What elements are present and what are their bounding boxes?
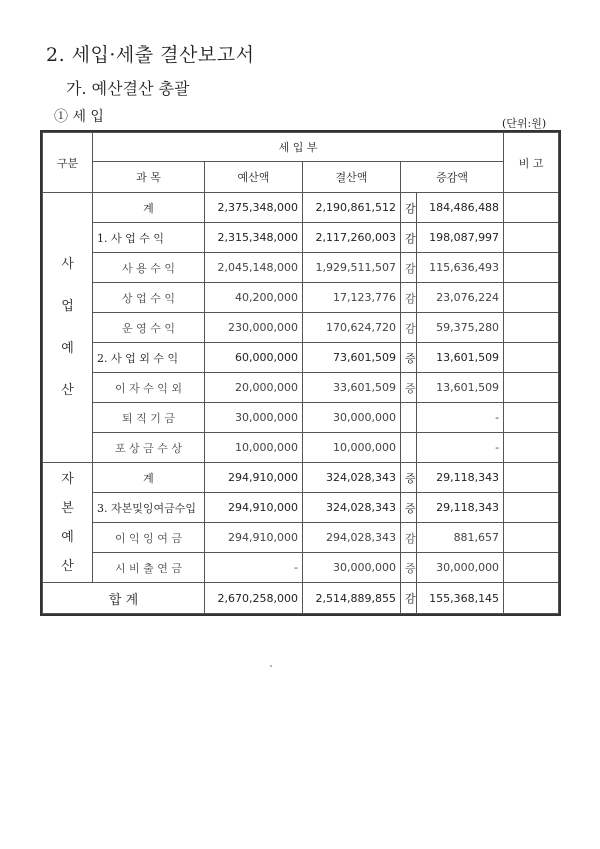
row-direction: 증: [401, 463, 417, 493]
row-change: 198,087,997: [417, 223, 504, 253]
row-subject: 이 자 수 익 외: [93, 373, 205, 403]
row-subject: 계: [93, 463, 205, 493]
row-settlement: 294,028,343: [303, 523, 401, 553]
table-row: [43, 433, 559, 463]
row-direction: 감: [401, 253, 417, 283]
table-row: [43, 403, 559, 433]
row-subject: 운 영 수 익: [93, 313, 205, 343]
row-settlement: 1,929,511,507: [303, 253, 401, 283]
table-row: [43, 313, 559, 343]
header-remarks: 비 고: [504, 133, 559, 193]
row-direction: 감: [401, 223, 417, 253]
total-remarks: [504, 583, 559, 614]
report-title: 2. 세입·세출 결산보고서: [46, 44, 255, 66]
row-remarks: [504, 313, 559, 343]
row-settlement: 324,028,343: [303, 463, 401, 493]
row-remarks: [504, 283, 559, 313]
side-label-business: 사 업 예 산: [43, 193, 93, 463]
header-group: 세 입 부: [93, 133, 504, 162]
row-settlement: 33,601,509: [303, 373, 401, 403]
row-change: 30,000,000: [417, 553, 504, 583]
row-budget: 294,910,000: [205, 523, 303, 553]
total-budget: 2,670,258,000: [205, 583, 303, 614]
row-remarks: [504, 223, 559, 253]
row-settlement: 30,000,000: [303, 403, 401, 433]
row-direction: 증: [401, 493, 417, 523]
row-remarks: [504, 463, 559, 493]
row-subject: 포 상 금 수 상: [93, 433, 205, 463]
header-settlement: 결산액: [303, 162, 401, 193]
row-change: 13,601,509: [417, 343, 504, 373]
total-row: [43, 583, 559, 614]
row-remarks: [504, 433, 559, 463]
row-change: 881,657: [417, 523, 504, 553]
row-subject: 상 업 수 익: [93, 283, 205, 313]
row-remarks: [504, 523, 559, 553]
revenue-summary-table: [42, 132, 559, 614]
row-subject: 3. 자본및잉여금수입: [93, 493, 205, 523]
row-subject: 시 비 출 연 금: [93, 553, 205, 583]
row-budget: 30,000,000: [205, 403, 303, 433]
row-subject: 1. 사 업 수 익: [93, 223, 205, 253]
row-direction: 증: [401, 343, 417, 373]
row-remarks: [504, 253, 559, 283]
row-settlement: 73,601,509: [303, 343, 401, 373]
row-budget: 20,000,000: [205, 373, 303, 403]
row-budget: 40,200,000: [205, 283, 303, 313]
row-budget: -: [205, 553, 303, 583]
row-subject: 2. 사 업 외 수 익: [93, 343, 205, 373]
row-change: 184,486,488: [417, 193, 504, 223]
row-change: 59,375,280: [417, 313, 504, 343]
row-change: 13,601,509: [417, 373, 504, 403]
row-direction: 증: [401, 553, 417, 583]
row-budget: 230,000,000: [205, 313, 303, 343]
row-budget: 10,000,000: [205, 433, 303, 463]
row-settlement: 17,123,776: [303, 283, 401, 313]
row-remarks: [504, 373, 559, 403]
row-change: 115,636,493: [417, 253, 504, 283]
total-direction: 감: [401, 583, 417, 614]
unit-label: (단위:원): [502, 117, 547, 130]
row-budget: 60,000,000: [205, 343, 303, 373]
table-row: [43, 283, 559, 313]
row-subject: 이 익 잉 여 금: [93, 523, 205, 553]
row-settlement: 2,190,861,512: [303, 193, 401, 223]
row-budget: 2,375,348,000: [205, 193, 303, 223]
row-remarks: [504, 343, 559, 373]
row-direction: 증: [401, 373, 417, 403]
table-header-row-1: [43, 133, 559, 162]
row-direction: [401, 403, 417, 433]
row-settlement: 324,028,343: [303, 493, 401, 523]
row-settlement: 10,000,000: [303, 433, 401, 463]
row-settlement: 30,000,000: [303, 553, 401, 583]
table-header-row-2: [43, 162, 559, 193]
row-direction: 감: [401, 283, 417, 313]
row-change: 29,118,343: [417, 493, 504, 523]
row-remarks: [504, 493, 559, 523]
row-subject: 퇴 직 기 금: [93, 403, 205, 433]
row-budget: 294,910,000: [205, 463, 303, 493]
section-title: 가. 예산결산 총괄: [66, 79, 190, 98]
table-row: [43, 463, 559, 493]
table-row: [43, 253, 559, 283]
table-row: [43, 373, 559, 403]
speck: [270, 665, 272, 667]
table-row: [43, 223, 559, 253]
table-row: [43, 193, 559, 223]
header-subject: 과 목: [93, 162, 205, 193]
row-subject: 사 용 수 익: [93, 253, 205, 283]
row-change: -: [417, 403, 504, 433]
row-direction: [401, 433, 417, 463]
row-remarks: [504, 553, 559, 583]
table-row: [43, 343, 559, 373]
row-direction: 감: [401, 523, 417, 553]
header-change: 증감액: [401, 162, 504, 193]
header-budget: 예산액: [205, 162, 303, 193]
row-direction: 감: [401, 193, 417, 223]
row-direction: 감: [401, 313, 417, 343]
row-settlement: 2,117,260,003: [303, 223, 401, 253]
row-remarks: [504, 403, 559, 433]
table-row: [43, 493, 559, 523]
subsection-title: ① 세 입: [54, 109, 104, 125]
total-change: 155,368,145: [417, 583, 504, 614]
row-change: 29,118,343: [417, 463, 504, 493]
row-change: 23,076,224: [417, 283, 504, 313]
table-row: [43, 553, 559, 583]
row-remarks: [504, 193, 559, 223]
row-change: -: [417, 433, 504, 463]
side-label-capital: 자 본 예 산: [43, 463, 93, 583]
header-category: 구분: [43, 133, 93, 193]
row-subject: 계: [93, 193, 205, 223]
row-budget: 294,910,000: [205, 493, 303, 523]
row-settlement: 170,624,720: [303, 313, 401, 343]
table-row: [43, 523, 559, 553]
total-settlement: 2,514,889,855: [303, 583, 401, 614]
total-label: 합 계: [43, 583, 205, 614]
row-budget: 2,315,348,000: [205, 223, 303, 253]
row-budget: 2,045,148,000: [205, 253, 303, 283]
